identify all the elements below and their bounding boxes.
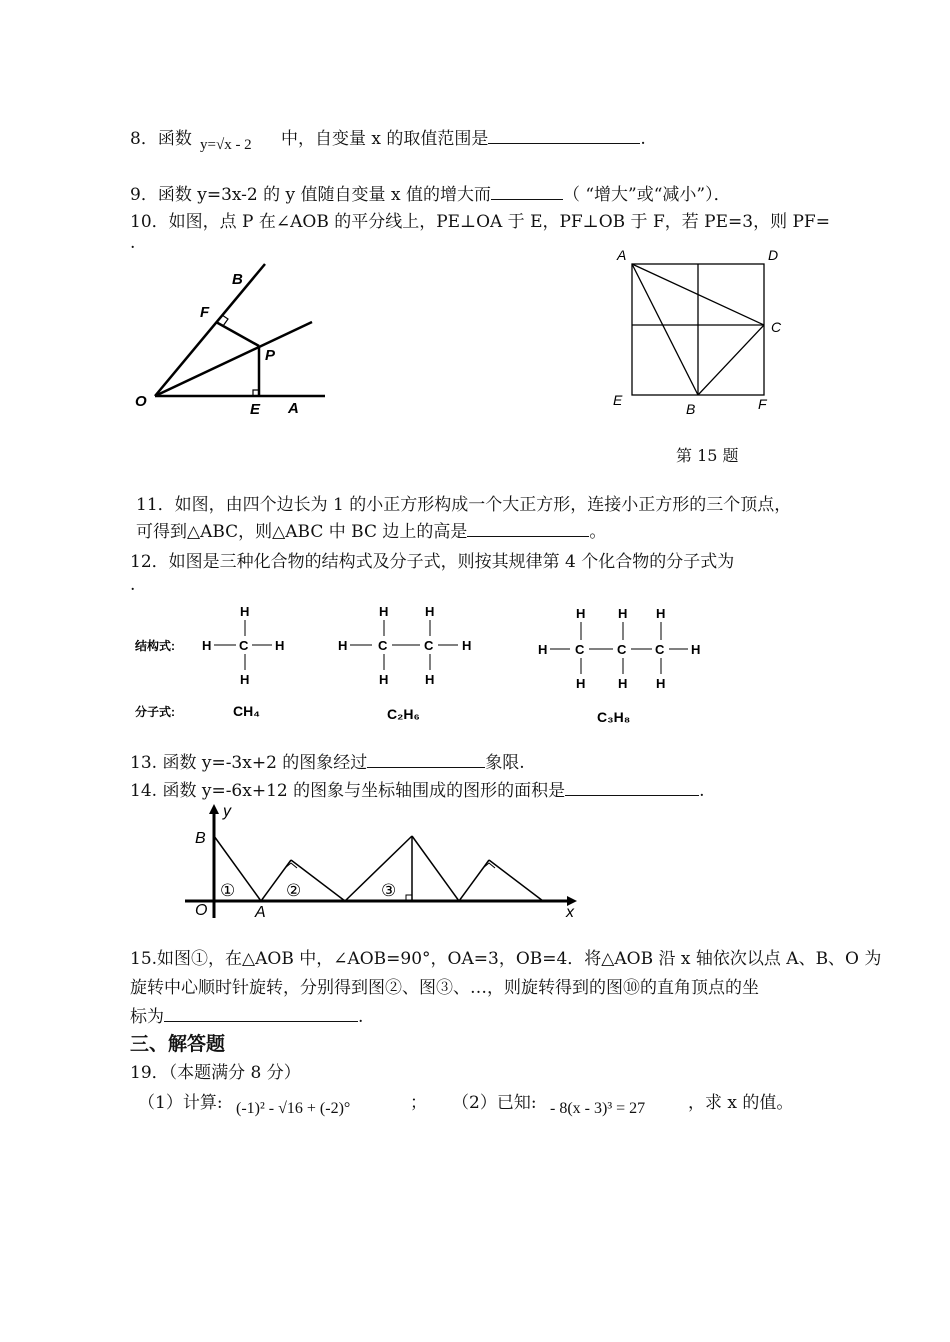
q15-text: 标为 bbox=[130, 1007, 164, 1027]
q11-end: 。 bbox=[589, 522, 607, 542]
q9-end: （ “增大”或“减小”）． bbox=[562, 185, 731, 205]
atom-c: C bbox=[239, 638, 249, 653]
atom-c: C bbox=[575, 642, 585, 657]
question-9 bbox=[130, 180, 731, 205]
struct-label: 结构式: bbox=[135, 639, 175, 653]
atom-h: H bbox=[462, 638, 472, 653]
angle-bisector-figure bbox=[130, 258, 340, 423]
question-11-line2 bbox=[136, 517, 606, 542]
q15-end: . bbox=[358, 1007, 364, 1027]
question-19-title: 19．（本题满分 8 分） bbox=[130, 1063, 301, 1083]
atom-h: H bbox=[425, 672, 435, 687]
q8-text bbox=[281, 124, 646, 149]
atom-c: C bbox=[424, 638, 434, 653]
atom-h: H bbox=[538, 642, 548, 657]
rotation-figure bbox=[185, 800, 585, 925]
atom-h: H bbox=[656, 676, 666, 691]
formula-c3h8: C₃H₈ bbox=[597, 709, 631, 725]
sq-label-E: E bbox=[613, 392, 623, 408]
circled-1: ① bbox=[220, 881, 236, 900]
atom-h: H bbox=[379, 604, 389, 619]
atom-h: H bbox=[691, 642, 701, 657]
sq-label-A: A bbox=[617, 247, 627, 263]
q19-expr1: (-1)² - √16 + (-2)° bbox=[236, 1100, 351, 1117]
formula-ch4: CH₄ bbox=[233, 703, 260, 719]
figure-caption-15: 第 15 题 bbox=[676, 446, 739, 465]
atom-h: H bbox=[656, 606, 666, 621]
question-15-line1: 15.如图①，在△AOB 中，∠AOB=90°，OA=3，OB=4．将△AOB 沿 x 轴依次以点 A、B、O 为 bbox=[130, 949, 882, 969]
q13-answer-blank[interactable] bbox=[367, 751, 485, 768]
q13-end: 象限. bbox=[485, 753, 525, 773]
sq-label-F: F bbox=[758, 396, 767, 412]
q8-answer-blank[interactable] bbox=[488, 127, 640, 144]
chemical-structures-figure bbox=[130, 598, 720, 728]
q13-text: 13. 函数 y=-3x+2 的图象经过 bbox=[130, 753, 368, 773]
question-8 bbox=[130, 124, 192, 149]
atom-h: H bbox=[618, 676, 628, 691]
circled-2: ② bbox=[286, 881, 302, 900]
question-12-line2: . bbox=[130, 575, 136, 595]
q19-expr2: - 8(x - 3)³ = 27 bbox=[550, 1100, 646, 1117]
question-14 bbox=[130, 776, 705, 801]
label-P: P bbox=[265, 347, 276, 364]
q14-answer-blank[interactable] bbox=[565, 779, 699, 796]
square-grid-figure bbox=[605, 244, 795, 424]
atom-h: H bbox=[240, 604, 250, 619]
formula-c2h6: C₂H₆ bbox=[387, 706, 420, 722]
rot-label-x: x bbox=[566, 904, 574, 921]
q19-part2-label: （2）已知: bbox=[452, 1093, 537, 1113]
question-13 bbox=[130, 748, 525, 773]
q14-text: 14. 函数 y=-6x+12 的图象与坐标轴围成的图形的面积是 bbox=[130, 781, 566, 801]
q9-answer-blank[interactable] bbox=[491, 183, 563, 200]
question-11-line1: 11．如图，由四个边长为 1 的小正方形构成一个大正方形，连接小正方形的三个顶点， bbox=[136, 495, 792, 515]
atom-h: H bbox=[425, 604, 435, 619]
q15-answer-blank[interactable] bbox=[164, 1005, 358, 1022]
q19-part1-label: （1）计算: bbox=[138, 1093, 223, 1113]
q9-text: 9．函数 y=3x-2 的 y 值随自变量 x 值的增大而 bbox=[130, 185, 491, 205]
q8-number: 8．函数 bbox=[130, 129, 192, 149]
q11-text: 可得到△ABC，则△ABC 中 BC 边上的高是 bbox=[136, 522, 468, 542]
question-12-line1: 12．如图是三种化合物的结构式及分子式，则按其规律第 4 个化合物的分子式为 bbox=[130, 552, 735, 572]
atom-h: H bbox=[618, 606, 628, 621]
sq-label-B: B bbox=[686, 401, 696, 417]
rot-label-y: y bbox=[223, 803, 231, 820]
atom-h: H bbox=[202, 638, 212, 653]
question-10-line1: 10．如图，点 P 在∠AOB 的平分线上，PE⊥OA 于 E，PF⊥OB 于 F，若 PE=3，则 PF= bbox=[130, 212, 830, 232]
q19-separator: ； bbox=[410, 1093, 427, 1113]
atom-c: C bbox=[378, 638, 388, 653]
atom-c: C bbox=[617, 642, 627, 657]
q8-end: . bbox=[640, 129, 646, 149]
atom-c: C bbox=[655, 642, 665, 657]
rot-label-A: A bbox=[255, 904, 266, 921]
q8-formula: y=√x - 2 bbox=[200, 137, 252, 153]
atom-h: H bbox=[379, 672, 389, 687]
question-10-line2: . bbox=[130, 233, 136, 253]
sq-label-C: C bbox=[771, 319, 782, 335]
rot-label-O: O bbox=[195, 902, 208, 919]
label-F: F bbox=[200, 304, 210, 321]
rot-label-B: B bbox=[195, 830, 206, 847]
q11-answer-blank[interactable] bbox=[467, 520, 589, 537]
atom-h: H bbox=[576, 606, 586, 621]
section-title: 三、解答题 bbox=[130, 1033, 226, 1055]
atom-h: H bbox=[338, 638, 348, 653]
q14-end: . bbox=[699, 781, 705, 801]
q19-tail: ，求 x 的值。 bbox=[688, 1093, 794, 1113]
formula-label: 分子式: bbox=[135, 705, 175, 719]
atom-h: H bbox=[275, 638, 285, 653]
circled-3: ③ bbox=[381, 881, 397, 900]
question-15-line3 bbox=[130, 1002, 363, 1027]
question-15-line2: 旋转中心顺时针旋转，分别得到图②、图③、…，则旋转得到的图⑩的直角顶点的坐 bbox=[130, 978, 759, 998]
label-B: B bbox=[232, 271, 243, 288]
sq-label-D: D bbox=[768, 247, 779, 263]
atom-h: H bbox=[240, 672, 250, 687]
q8-mid-text: 中，自变量 x 的取值范围是 bbox=[281, 129, 489, 149]
label-O: O bbox=[135, 393, 147, 410]
atom-h: H bbox=[576, 676, 586, 691]
label-E: E bbox=[250, 401, 261, 418]
label-A: A bbox=[288, 400, 299, 417]
